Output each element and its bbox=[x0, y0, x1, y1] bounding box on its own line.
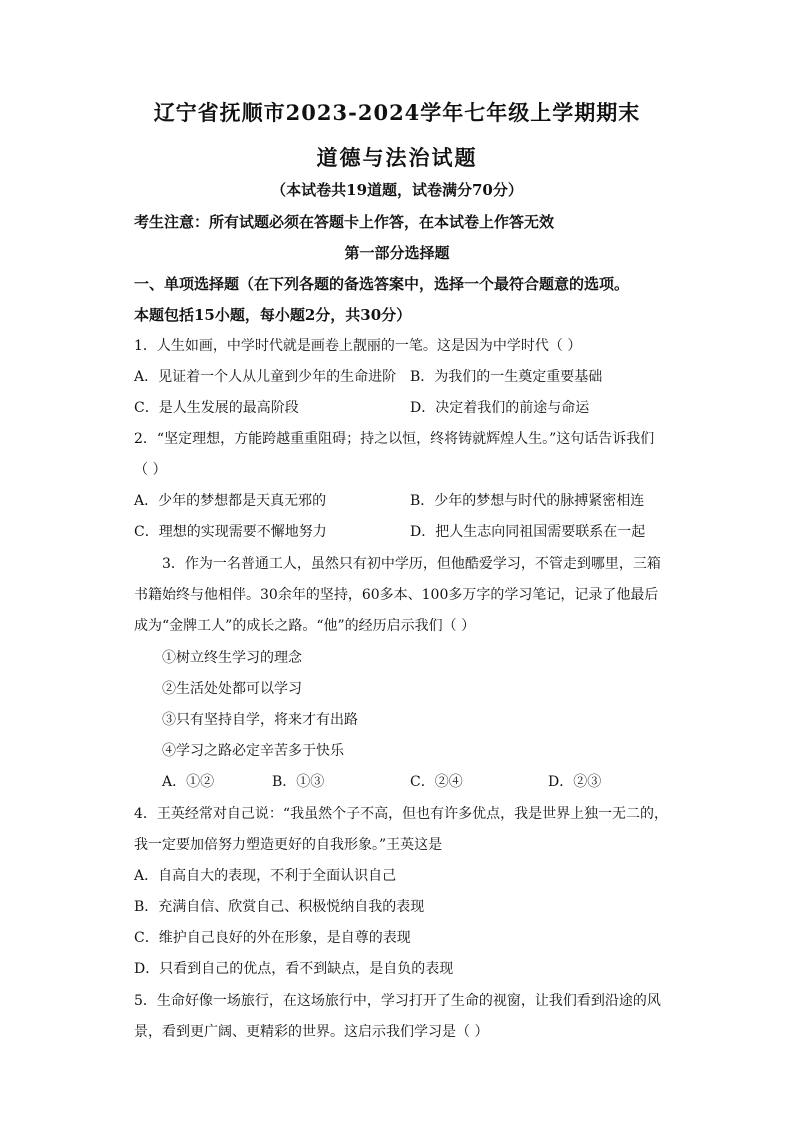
q1-option-b: B．为我们的一生奠定重要基础 bbox=[410, 369, 603, 385]
q3-statement-1: ①树立终生学习的理念 bbox=[162, 650, 302, 666]
q4-option-a: A．自高自大的表现，不利于全面认识自己 bbox=[134, 868, 397, 884]
q1-option-a: A．见证着一个人从儿童到少年的生命进阶 bbox=[134, 369, 397, 385]
exam-subtitle: （本试卷共19道题，试卷满分70分） bbox=[271, 181, 523, 199]
q2-stem-line1: 2．“坚定理想，方能跨越重重阻碍；持之以恒，终将铸就辉煌人生。”这句话告诉我们 bbox=[134, 431, 655, 447]
q4-option-c: C．维护自己良好的外在形象，是自尊的表现 bbox=[134, 930, 411, 946]
q1-option-d: D．决定着我们的前途与命运 bbox=[410, 400, 590, 416]
q3-option-c: C．②④ bbox=[410, 774, 463, 790]
q2-option-a: A．少年的梦想都是天真无邪的 bbox=[134, 493, 327, 509]
q3-stem-line2: 书籍始终与他相伴。30余年的坚持，60多本、100多万字的学习笔记，记录了他最后 bbox=[134, 587, 659, 603]
q2-option-c: C．理想的实现需要不懈地努力 bbox=[134, 524, 327, 540]
q4-option-d: D．只看到自己的优点，看不到缺点，是自负的表现 bbox=[134, 961, 454, 977]
q3-stem-line3: 成为“金牌工人”的成长之路。“他”的经历启示我们（ ） bbox=[134, 618, 476, 634]
q3-statement-3: ③只有坚持自学，将来才有出路 bbox=[162, 712, 358, 728]
part-title: 第一部分选择题 bbox=[344, 244, 450, 262]
q1-option-c: C．是人生发展的最高阶段 bbox=[134, 400, 299, 416]
q2-stem-line2: （ ） bbox=[134, 462, 167, 478]
candidate-notice: 考生注意：所有试题必须在答题卡上作答，在本试卷上作答无效 bbox=[134, 213, 555, 231]
q3-option-d: D．②③ bbox=[548, 774, 602, 790]
q3-option-b: B．①③ bbox=[272, 774, 325, 790]
q5-stem-line1: 5．生命好像一场旅行，在这场旅行中，学习打开了生命的视窗，让我们看到沿途的风 bbox=[134, 993, 661, 1009]
q5-stem-line2: 景，看到更广阔、更精彩的世界。这启示我们学习是（ ） bbox=[134, 1024, 489, 1040]
exam-title-line2: 道德与法治试题 bbox=[316, 145, 478, 170]
q2-option-d: D．把人生志向同祖国需要联系在一起 bbox=[410, 524, 646, 540]
section-heading-line2: 本题包括15小题，每小题2分，共30分） bbox=[134, 306, 412, 324]
q4-stem-line2: 我一定要加倍努力塑造更好的自我形象。”王英这是 bbox=[134, 837, 443, 853]
exam-title-line1: 辽宁省抚顺市2023-2024学年七年级上学期期末 bbox=[153, 100, 641, 125]
section-heading-line1: 一、单项选择题（在下列各题的备选答案中，选择一个最符合题意的选项。 bbox=[134, 275, 630, 293]
q3-statement-2: ②生活处处都可以学习 bbox=[162, 681, 302, 697]
q3-stem-line1: 3．作为一名普通工人，虽然只有初中学历，但他酷爱学习，不管走到哪里，三箱 bbox=[162, 556, 661, 572]
q3-option-a: A．①② bbox=[162, 774, 215, 790]
q3-statement-4: ④学习之路必定辛苦多于快乐 bbox=[162, 743, 344, 759]
q1-stem: 1．人生如画，中学时代就是画卷上靓丽的一笔。这是因为中学时代（ ） bbox=[134, 338, 582, 354]
q4-option-b: B．充满自信、欣赏自己、积极悦纳自我的表现 bbox=[134, 899, 425, 915]
q4-stem-line1: 4．王英经常对自己说：“我虽然个子不高，但也有许多优点，我是世界上独一无二的， bbox=[134, 806, 669, 822]
q2-option-b: B．少年的梦想与时代的脉搏紧密相连 bbox=[410, 493, 645, 509]
